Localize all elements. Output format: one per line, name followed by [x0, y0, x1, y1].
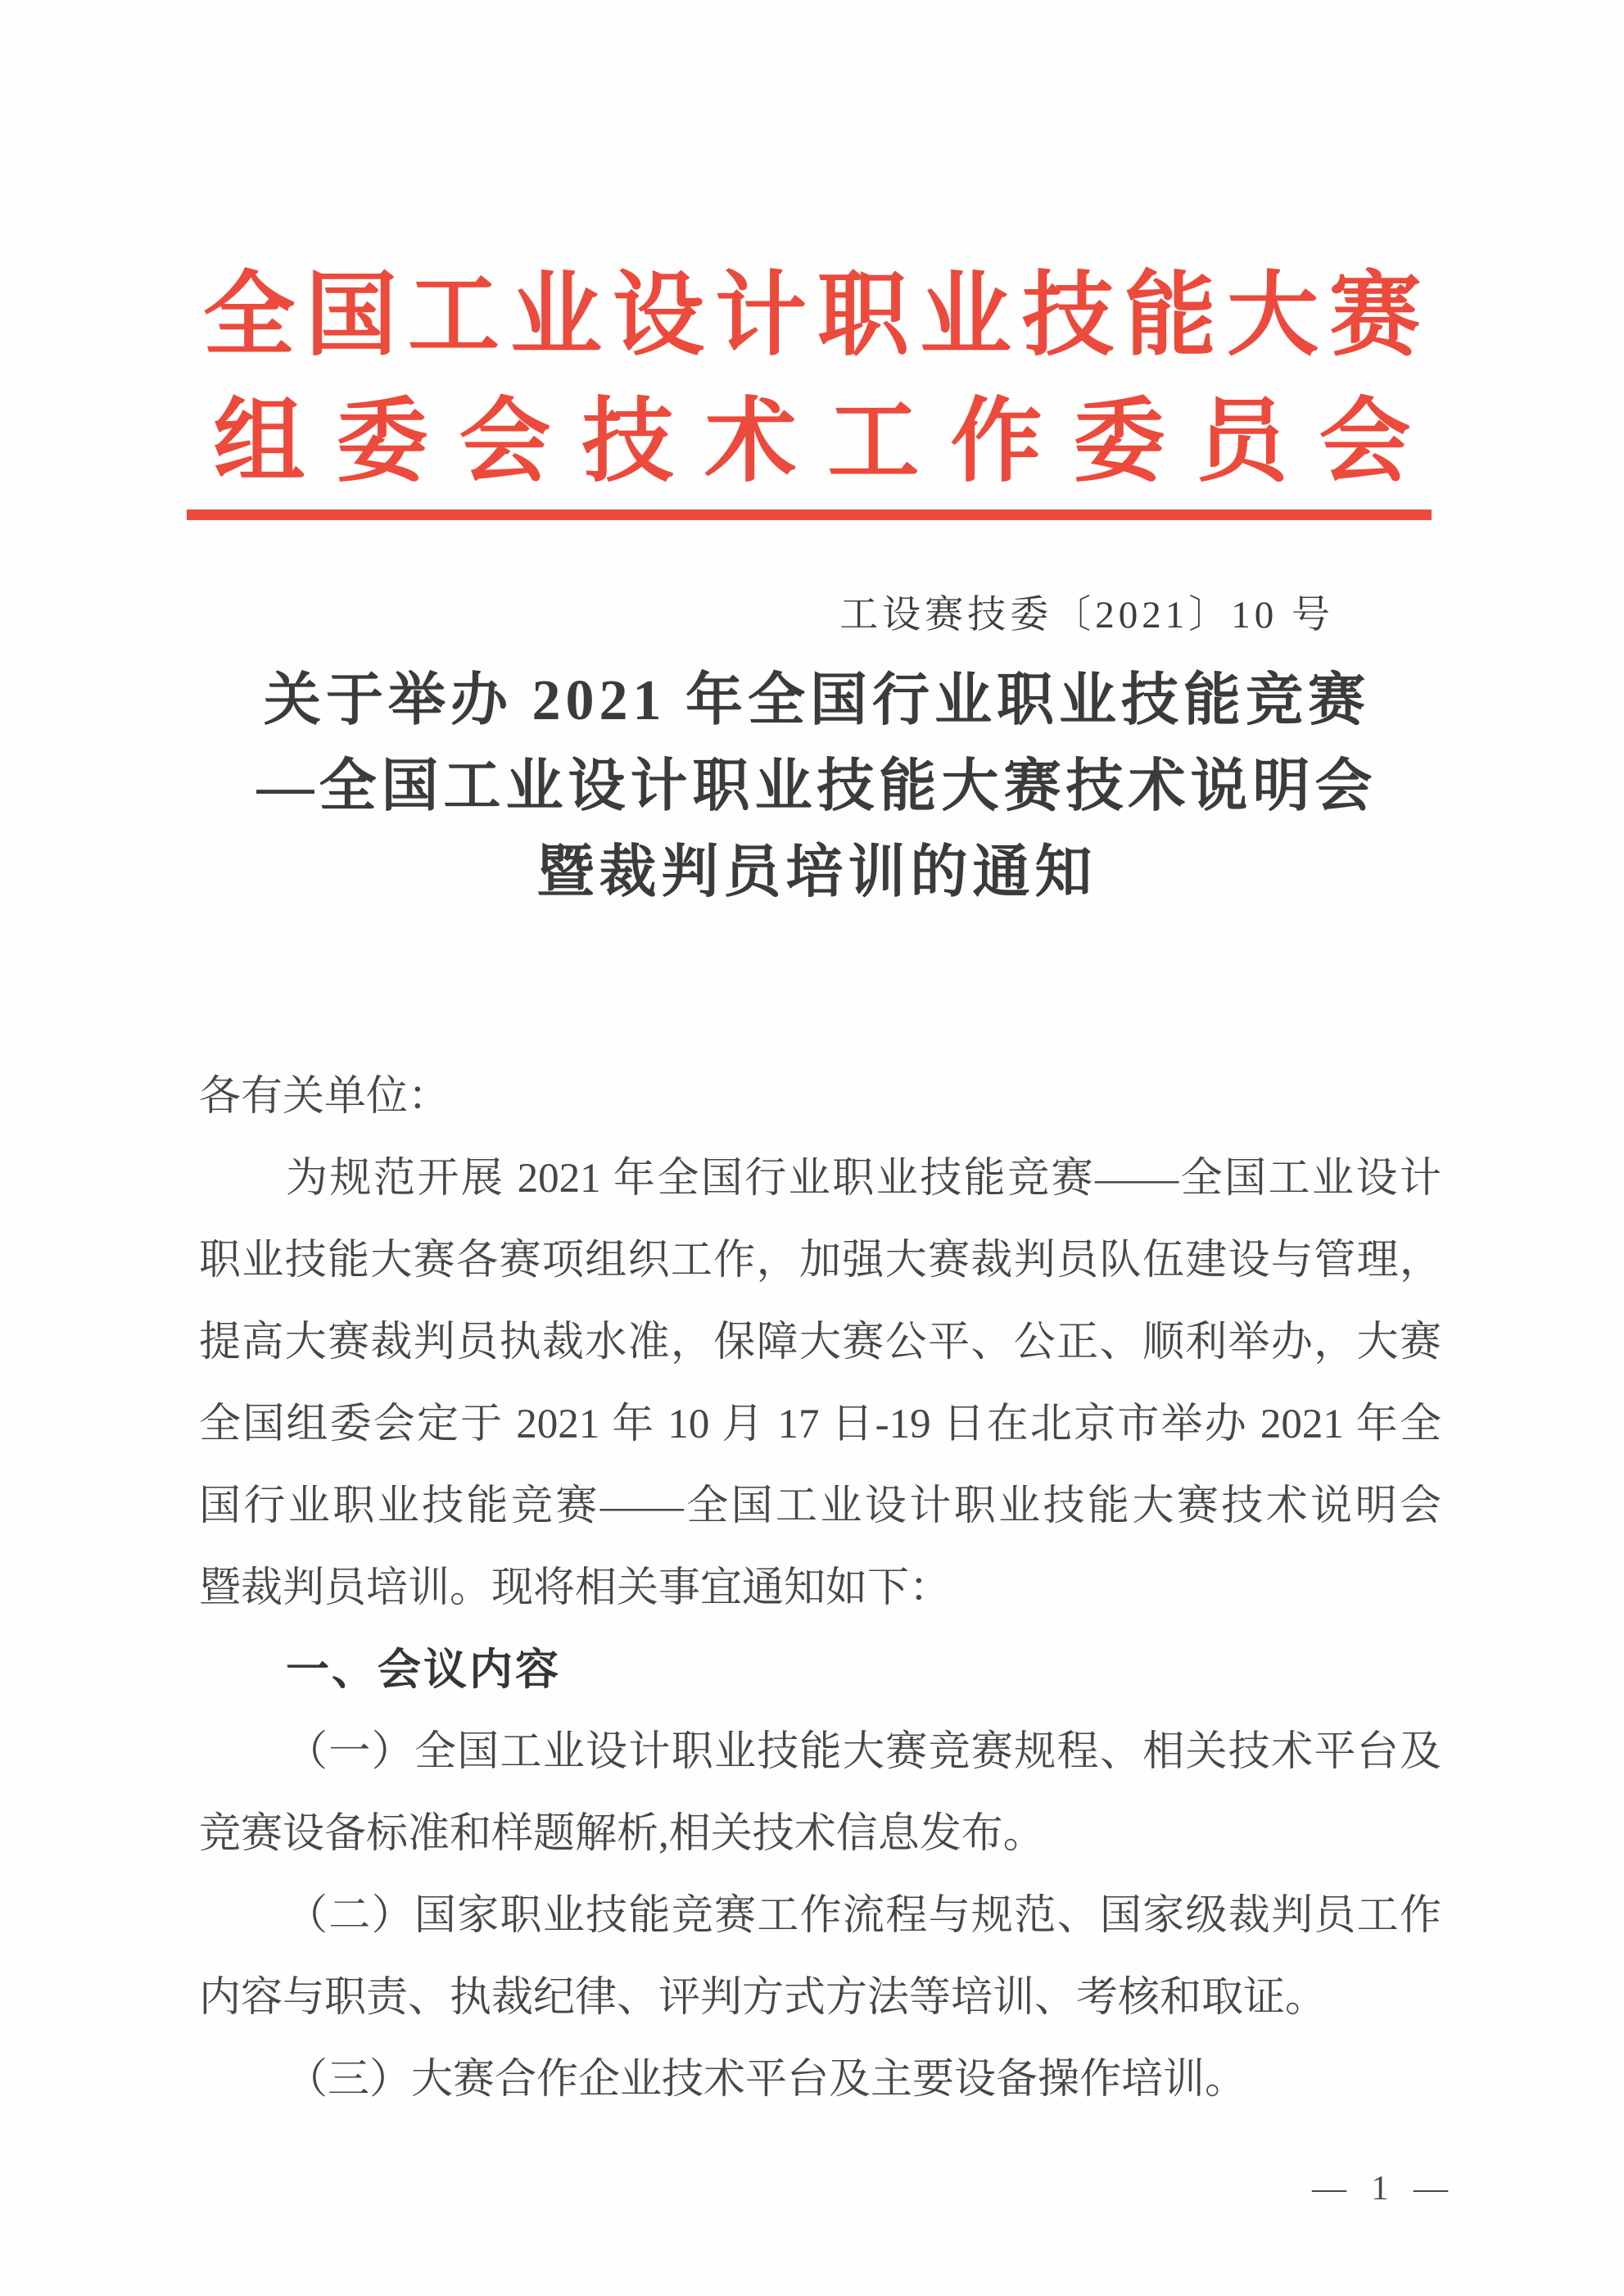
document-number: 工设赛技委〔2021〕10 号 — [839, 594, 1334, 636]
notice-title-line-1: 关于举办 2021 年全国行业职业技能竞赛 — [264, 669, 1370, 732]
body-line: （二）国家职业技能竞赛工作流程与规范、国家级裁判员工作 — [286, 1893, 1441, 1939]
body-line: 全国组委会定于 2021 年 10 月 17 日-19 日在北京市举办 2021 年全 — [199, 1402, 1441, 1447]
notice-title-line-2: —全国工业设计职业技能大赛技术说明会 — [256, 755, 1377, 818]
body-line: 国行业职业技能竞赛——全国工业设计职业技能大赛技术说明会 — [199, 1483, 1441, 1529]
issuer-name-line-1: 全国工业设计职业技能大赛 — [203, 265, 1432, 367]
body-line: 竞赛设备标准和样题解析,相关技术信息发布。 — [199, 1811, 1045, 1857]
body-line: 为规范开展 2021 年全国行业职业技能竞赛——全国工业设计 — [286, 1156, 1441, 1202]
notice-title — [0, 658, 1624, 916]
body-line: 各有关单位： — [199, 1074, 450, 1120]
issuer-name-line-2: 组委会技术工作委员会 — [213, 391, 1442, 493]
notice-body — [199, 1056, 1441, 2121]
body-line: 内容与职责、执裁纪律、评判方式方法等培训、考核和取证。 — [199, 1975, 1328, 2021]
notice-title-line-3: 暨裁判员培训的通知 — [536, 841, 1097, 904]
page-number: — 1 — — [1312, 2170, 1456, 2208]
body-line: 一、会议内容 — [286, 1646, 561, 1694]
body-line: 提高大赛裁判员执裁水准，保障大赛公平、公正、顺利举办，大赛 — [199, 1320, 1441, 1365]
issuer-name — [0, 265, 1624, 493]
body-line: 暨裁判员培训。现将相关事宜通知如下： — [199, 1565, 952, 1611]
body-line: （三）大赛合作企业技术平台及主要设备操作培训。 — [286, 2057, 1247, 2103]
body-line: （一）全国工业设计职业技能大赛竞赛规程、相关技术平台及 — [286, 1729, 1441, 1775]
body-line: 职业技能大赛各赛项组织工作，加强大赛裁判员队伍建设与管理， — [199, 1238, 1441, 1284]
red-divider-line — [187, 509, 1432, 520]
